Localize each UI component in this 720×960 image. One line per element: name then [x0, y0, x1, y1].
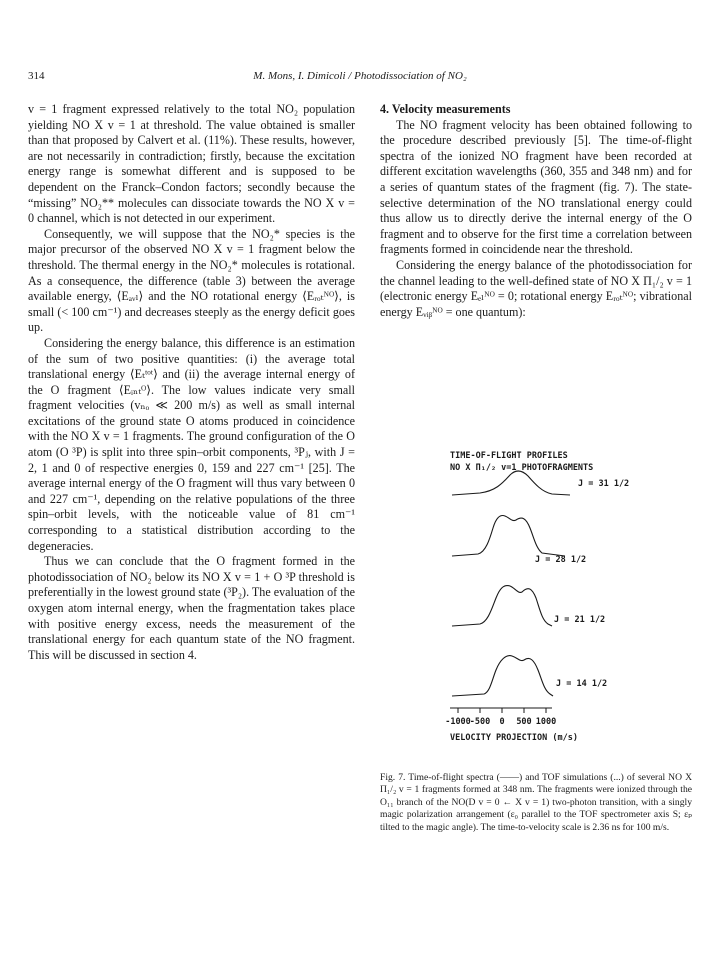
- figure-7: [440, 448, 640, 768]
- figure-title-line1: TIME-OF-FLIGHT PROFILES: [450, 451, 568, 461]
- trace-label-j14: J = 14 1/2: [556, 679, 608, 689]
- section-title: 4. Velocity measurements: [380, 102, 511, 116]
- left-column: [28, 102, 355, 663]
- x-axis-label: VELOCITY PROJECTION (m/s): [450, 733, 578, 743]
- trace-j14: [452, 656, 553, 696]
- trace-label-j28: J = 28 1/2: [535, 555, 587, 565]
- x-axis-tick-label: 1000: [535, 717, 557, 727]
- left-paragraph-2: Consequently, we will suppose that the NO₂* species is the major precursor of the observed NO X v = 1 fragment below the threshold. The thermal energy in the NO₂* molecules is rotational. As a consequence, the difference (table 3) between the average available energy, ⟨Eₐᵥₗ⟩ and the NO rotational energy ⟨Eᵣₒₜᴺᴼ⟩, is small (< 100 cm⁻¹) and decreases steeply as the energy deficit goes up.: [28, 226, 355, 335]
- running-head: M. Mons, I. Dimicoli / Photodissociation of NO₂: [253, 70, 467, 82]
- x-axis-tick-label: 0: [499, 717, 505, 727]
- right-paragraph-2: Considering the energy balance of the photodissociation for the channel leading to the well-defined state of NO X Π₁/₂ v = 1 (electronic energy Eₑₗᴺᴼ = 0; rotational energy Eᵣₒₜᴺᴼ; vibrational energy Eᵥᵢᵦᴺᴼ = one quantum):: [380, 257, 692, 319]
- left-paragraph-3: Considering the energy balance, this difference is an estimation of the sum of two positive quantities: (i) the average total translational energy ⟨Eₜᵗᵒᵗ⟩ and (ii) the average internal energy of the O fragment ⟨Eᵢₙₜᴼ⟩. The low values indicate very small fragment velocities (vₙₒ ≪ 200 m/s) as well as small internal excitations of the ground state O atoms produced in coincidence with the NO X v = 1 fragments. The ground configuration of the O atom (O ³P) is split into three spin–orbit components, ³Pⱼ, with J = 2, 1 and 0 of respective energies 0, 159 and 227 cm⁻¹ [25]. The average internal energy of the O fragment will thus vary between 0 and 227 cm⁻¹, depending on the relative populations of the three spin–orbit levels, with the noticeable value of 81 cm⁻¹ corresponding to a statistical distribution according to the degeneracies.: [28, 335, 355, 553]
- figure-caption: [380, 772, 692, 834]
- page-header: [28, 70, 692, 90]
- trace-j28: [452, 516, 565, 557]
- trace-label-j21: J = 21 1/2: [554, 615, 606, 625]
- trace-label-j31: J = 31 1/2: [578, 479, 630, 489]
- tof-profiles-plot: [440, 448, 640, 768]
- right-paragraph-1: The NO fragment velocity has been obtained following to the procedure described previously [5]. The time-of-flight spectra of the ionized NO fragment have been recorded at different excitation wavelengths (360, 355 and 348 nm) and for a series of quantum states of the fragment (fig. 7). The state-selective determination of the NO translational energy could thus allow us to directly derive the internal energy of the O fragment and to observe for the first time a correlation between fragments formed in coincidende near the threshold.: [380, 117, 692, 257]
- page-number: 314: [28, 70, 45, 82]
- x-axis-tick-label: 500: [516, 717, 532, 727]
- figure-title-line2: NO X Π₁/₂ v=1 PHOTOFRAGMENTS: [450, 463, 594, 473]
- trace-j31: [452, 471, 570, 495]
- x-axis-ticks: [445, 708, 556, 727]
- x-axis-tick-label: -1000: [445, 717, 471, 727]
- right-column: [380, 102, 692, 320]
- x-axis-tick-label: -500: [469, 717, 491, 727]
- caption-text: Fig. 7. Time-of-flight spectra (——) and TOF simulations (...) of several NO X Π₁/₂ v = 1 fragments formed at 348 nm. The fragments were ionized through the O₁₁ branch of the NO(D v = 0 ← X v = 1) two-photon transition, with a singly magic polarization arrangement (ε₀ parallel to the TOF spectrometer axis S; εₚ tilted to the magic angle). The time-to-velocity scale is 2.36 ns for 100 m/s.: [380, 772, 692, 833]
- trace-j21: [452, 586, 552, 627]
- left-paragraph-4: Thus we can conclude that the O fragment formed in the photodissociation of NO₂ below its NO X v = 1 + O ³P threshold is preferentially in the lowest ground state (³P₂). The evaluation of the oxygen atom internal energy, when the fragmentation takes place with positive energy excess, needs the measurement of the translational energy for each quantum state of the NO fragment. This will be discussed in section 4.: [28, 554, 355, 662]
- left-paragraph-1: v = 1 fragment expressed relatively to the total NO₂ population yielding NO X v = 1 at threshold. The value obtained is smaller than that proposed by Calvert et al. (11%). These results, however, are not necessarily in contradiction; firstly, because the excitation energy range is somewhat different and is supposed to be dependent on the Franck–Condon factors; secondly because the “missing” NO₂** molecules can dissociate towards the NO X v = 0 channel, which is not detected in our experiment.: [28, 102, 355, 226]
